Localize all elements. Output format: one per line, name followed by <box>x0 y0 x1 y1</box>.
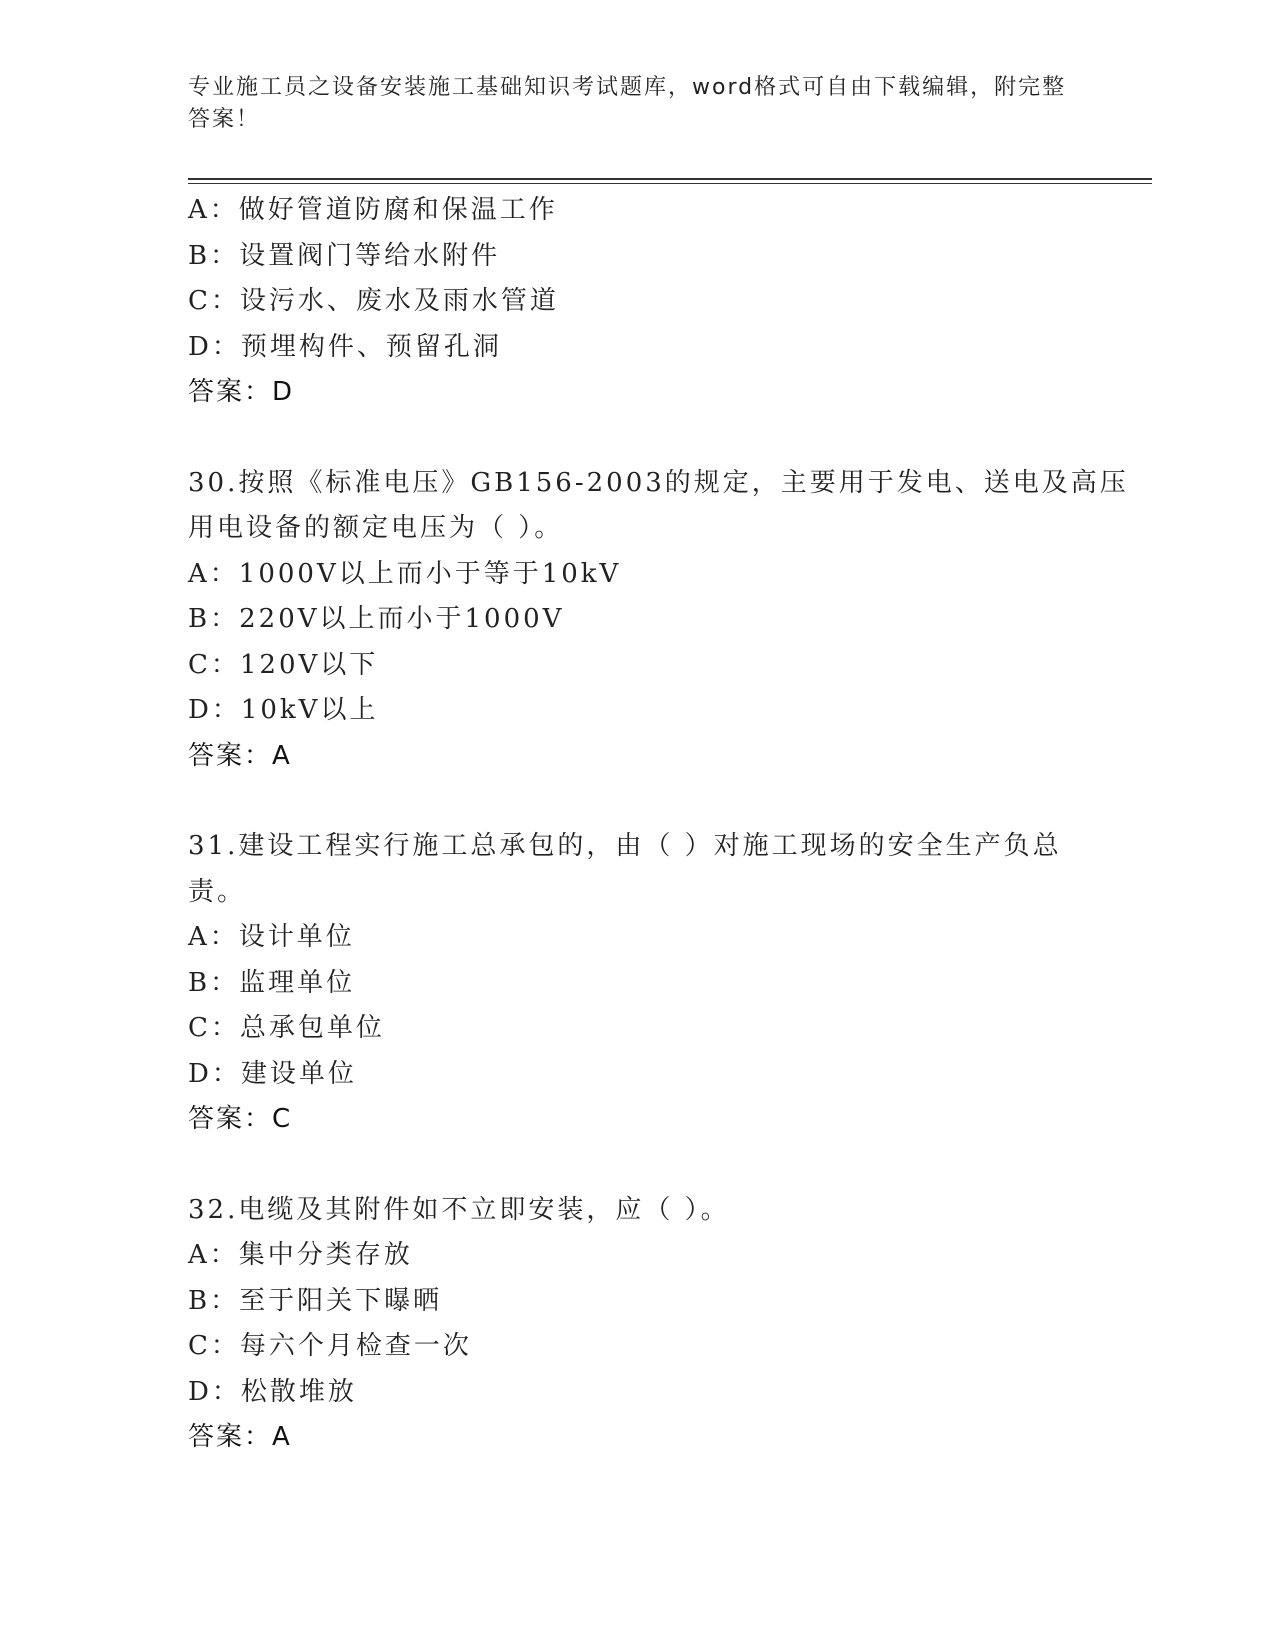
option-d: D：预埋构件、预留孔洞 <box>188 331 502 362</box>
option-d: D：建设单位 <box>188 1058 357 1089</box>
question-stem-line1: 32.电缆及其附件如不立即安装，应（ ）。 <box>188 1194 730 1225</box>
document-header: 专业施工员之设备安装施工基础知识考试题库，word格式可自由下载编辑，附完整答案！ <box>188 75 1067 132</box>
option-a: A：设计单位 <box>188 922 355 952</box>
answer-line: 答案：D <box>188 377 295 407</box>
option-b: B：设置阀门等给水附件 <box>188 240 501 271</box>
question-stem-line2: 用电设备的额定电压为（ ）。 <box>188 513 564 543</box>
option-b: B：至于阳关下曝晒 <box>188 1285 443 1316</box>
answer-line: 答案：A <box>188 740 292 771</box>
answer-line: 答案：C <box>188 1104 293 1134</box>
option-b: B：监理单位 <box>188 967 356 998</box>
option-d: D：10kV以上 <box>188 695 379 725</box>
header-divider-thick <box>188 178 1152 180</box>
option-a: A：1000V以上而小于等于10kV <box>188 558 622 589</box>
question-block-30 <box>188 461 1129 780</box>
option-a: A：做好管道防腐和保温工作 <box>188 195 558 225</box>
question-block-32 <box>188 1188 1108 1461</box>
question-stem-line1: 30.按照《标准电压》GB156-2003的规定，主要用于发电、送电及高压 <box>188 467 1129 498</box>
option-b: B：220V以上而小于1000V <box>188 604 565 634</box>
question-block-31 <box>188 824 1108 1143</box>
option-d: D：松散堆放 <box>188 1376 357 1407</box>
header-divider-thin <box>188 183 1152 184</box>
option-a: A：集中分类存放 <box>188 1240 413 1270</box>
question-block-29 <box>188 188 1108 416</box>
answer-line: 答案：A <box>188 1422 292 1452</box>
question-stem-line2: 责。 <box>188 876 247 907</box>
option-c: C：设污水、废水及雨水管道 <box>188 286 559 316</box>
option-c: C：总承包单位 <box>188 1013 385 1043</box>
question-stem-line1: 31.建设工程实行施工总承包的，由（ ）对施工现场的安全生产负总 <box>188 831 1062 861</box>
option-c: C：每六个月检查一次 <box>188 1331 472 1361</box>
question-list <box>188 188 1129 1461</box>
option-c: C：120V以下 <box>188 649 379 680</box>
